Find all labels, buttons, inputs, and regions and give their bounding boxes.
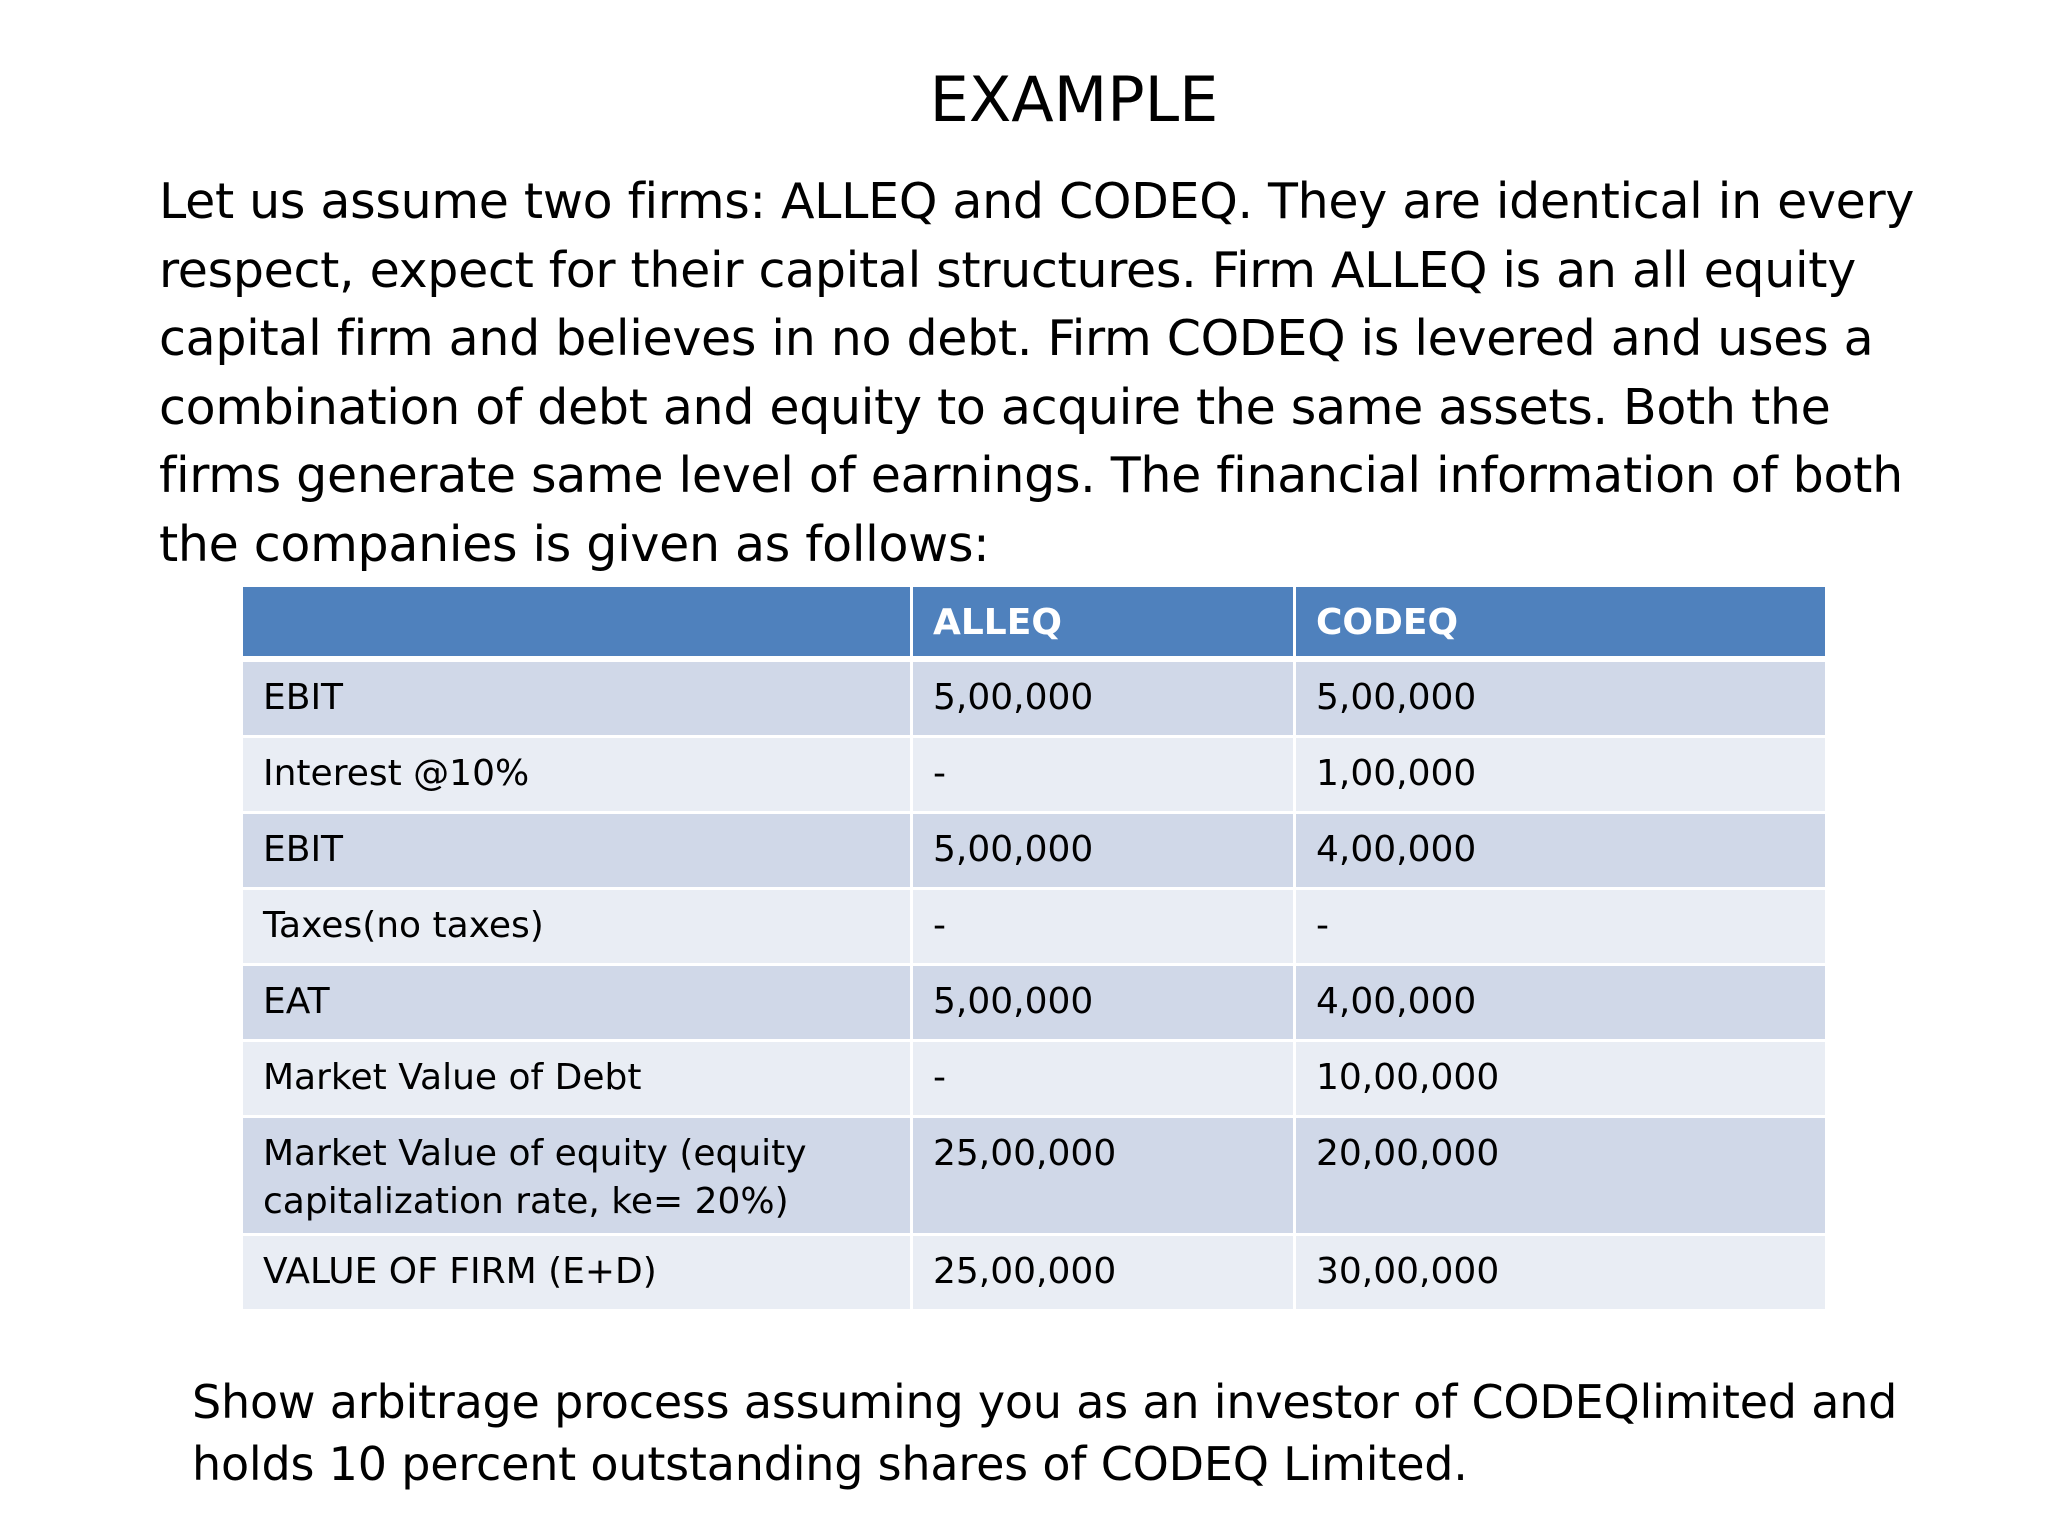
table-row	[242, 1041, 1827, 1117]
row-label: Market Value of Debt	[242, 1041, 912, 1117]
row-label: EBIT	[242, 659, 912, 737]
codeq-value: 4,00,000	[1295, 965, 1827, 1041]
alleq-value: -	[912, 1041, 1295, 1117]
codeq-value: 5,00,000	[1295, 659, 1827, 737]
codeq-value: 10,00,000	[1295, 1041, 1827, 1117]
row-label: Taxes(no taxes)	[242, 889, 912, 965]
row-label: EAT	[242, 965, 912, 1041]
table-row	[242, 737, 1827, 813]
financial-info-table	[240, 584, 1828, 1312]
slide-title: EXAMPLE	[929, 63, 1219, 136]
row-label: Interest @10%	[242, 737, 912, 813]
alleq-value: -	[912, 889, 1295, 965]
codeq-value: 30,00,000	[1295, 1235, 1827, 1311]
alleq-value: 5,00,000	[912, 659, 1295, 737]
alleq-value: 25,00,000	[912, 1117, 1295, 1235]
codeq-value: 4,00,000	[1295, 813, 1827, 889]
intro-paragraph: Let us assume two firms: ALLEQ and CODEQ. They are identical in every respect, expect for their capital structures. Firm ALLEQ is an all equity capital firm and believes in no debt. Firm CODEQ is levered and uses a combination of debt and equity to acquire the same assets. Both the firms generate same level of earnings. The financial information of both the companies is given as follows:	[159, 173, 1915, 573]
table-row	[242, 659, 1827, 737]
row-label: VALUE OF FIRM (E+D)	[242, 1235, 912, 1311]
header-label-cell	[242, 586, 912, 660]
codeq-value: 1,00,000	[1295, 737, 1827, 813]
table-row	[242, 965, 1827, 1041]
header-codeq: CODEQ	[1295, 586, 1827, 660]
table-row	[242, 813, 1827, 889]
alleq-value: 5,00,000	[912, 813, 1295, 889]
alleq-value: 5,00,000	[912, 965, 1295, 1041]
row-label: Market Value of equity (equity capitalization rate, ke= 20%)	[242, 1117, 912, 1235]
codeq-value: 20,00,000	[1295, 1117, 1827, 1235]
closing-paragraph: Show arbitrage process assuming you as an investor of CODEQlimited and holds 10 percent outstanding shares of CODEQ Limited.	[192, 1375, 1898, 1491]
row-label: EBIT	[242, 813, 912, 889]
table-header-row	[242, 586, 1827, 660]
alleq-value: 25,00,000	[912, 1235, 1295, 1311]
table-row	[242, 1117, 1827, 1235]
codeq-value: -	[1295, 889, 1827, 965]
table-row	[242, 1235, 1827, 1311]
alleq-value: -	[912, 737, 1295, 813]
table-row	[242, 889, 1827, 965]
header-alleq: ALLEQ	[912, 586, 1295, 660]
